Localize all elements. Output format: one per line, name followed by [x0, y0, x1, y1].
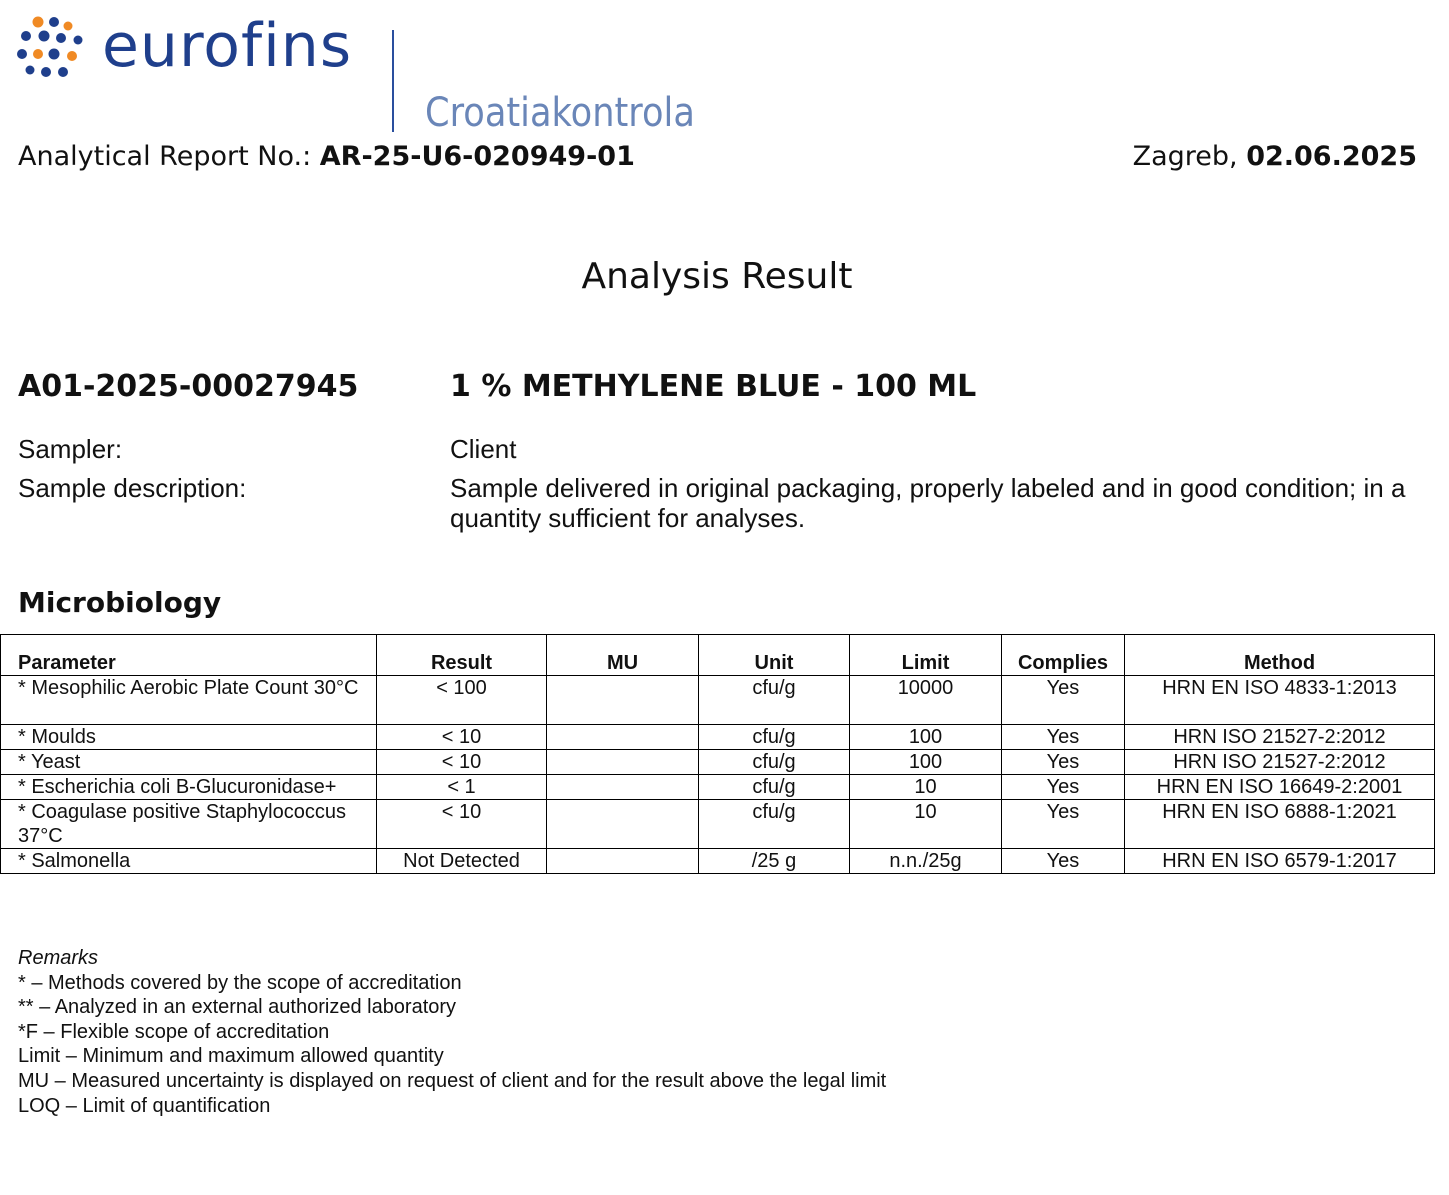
cell-mu	[547, 676, 699, 725]
header-parameter: Parameter	[1, 635, 377, 676]
cell-result: < 10	[377, 750, 547, 775]
header-method: Method	[1125, 635, 1435, 676]
cell-complies: Yes	[1002, 775, 1125, 800]
remark-line: Limit – Minimum and maximum allowed quantity	[18, 1045, 444, 1068]
sample-id: A01-2025-00027945	[18, 369, 359, 404]
cell-result: < 10	[377, 800, 547, 849]
report-city: Zagreb,	[1132, 141, 1247, 172]
cell-mu	[547, 800, 699, 849]
cell-unit: cfu/g	[699, 775, 850, 800]
header-mu: MU	[547, 635, 699, 676]
page-title: Analysis Result	[581, 256, 853, 297]
cell-limit: 100	[850, 750, 1002, 775]
cell-parameter: * Escherichia coli B-Glucuronidase+	[1, 775, 377, 800]
cell-parameter: * Yeast	[1, 750, 377, 775]
cell-unit: /25 g	[699, 849, 850, 874]
cell-mu	[547, 725, 699, 750]
brand-name: eurofins	[102, 11, 353, 81]
table-row	[1, 800, 1435, 849]
cell-limit: 10	[850, 775, 1002, 800]
cell-unit: cfu/g	[699, 725, 850, 750]
header-unit: Unit	[699, 635, 850, 676]
report-number: AR-25-U6-020949-01	[319, 141, 635, 172]
table-header-row	[1, 635, 1435, 676]
sample-name: 1 % METHYLENE BLUE - 100 ML	[450, 369, 977, 404]
cell-unit: cfu/g	[699, 676, 850, 725]
cell-limit: 10000	[850, 676, 1002, 725]
table-row	[1, 725, 1435, 750]
sample-description-label: Sample description:	[18, 473, 247, 503]
cell-result: < 100	[377, 676, 547, 725]
cell-method: HRN EN ISO 6579-1:2017	[1125, 849, 1435, 874]
cell-method: HRN EN ISO 16649-2:2001	[1125, 775, 1435, 800]
table-row	[1, 775, 1435, 800]
report-number-line	[18, 141, 635, 172]
cell-result: < 1	[377, 775, 547, 800]
subbrand-name: Croatiakontrola	[425, 90, 695, 136]
cell-method: HRN EN ISO 4833-1:2013	[1125, 676, 1435, 725]
report-date: 02.06.2025	[1246, 141, 1417, 172]
cell-mu	[547, 849, 699, 874]
cell-method: HRN ISO 21527-2:2012	[1125, 750, 1435, 775]
remark-line: MU – Measured uncertainty is displayed on request of client and for the result above the legal limit	[18, 1069, 887, 1092]
table-row	[1, 750, 1435, 775]
cell-unit: cfu/g	[699, 800, 850, 849]
report-label: Analytical Report No.:	[18, 141, 320, 172]
remarks	[18, 946, 886, 1118]
results-table	[0, 634, 1435, 874]
report-date-line	[1133, 141, 1417, 172]
cell-complies: Yes	[1002, 725, 1125, 750]
remark-line: *F – Flexible scope of accreditation	[18, 1020, 330, 1043]
cell-limit: 10	[850, 800, 1002, 849]
cell-mu	[547, 750, 699, 775]
cell-limit: n.n./25g	[850, 849, 1002, 874]
table-row	[1, 849, 1435, 874]
remark-line: ** – Analyzed in an external authorized laboratory	[18, 996, 457, 1019]
remark-line: * – Methods covered by the scope of accreditation	[18, 971, 462, 994]
cell-mu	[547, 775, 699, 800]
section-title: Microbiology	[18, 586, 222, 619]
header-limit: Limit	[850, 635, 1002, 676]
cell-method: HRN ISO 21527-2:2012	[1125, 725, 1435, 750]
cell-complies: Yes	[1002, 800, 1125, 849]
cell-complies: Yes	[1002, 849, 1125, 874]
sample-description-value: Sample delivered in original packaging, properly labeled and in good condition; in a quantity sufficient for analyses.	[450, 473, 1406, 533]
cell-limit: 100	[850, 725, 1002, 750]
cell-parameter: * Coagulase positive Staphylococcus 37°C	[1, 800, 377, 849]
cell-parameter: * Salmonella	[1, 849, 377, 874]
header-result: Result	[377, 635, 547, 676]
logo-divider	[392, 30, 394, 132]
sampler-value: Client	[450, 434, 517, 464]
cell-complies: Yes	[1002, 750, 1125, 775]
table-row	[1, 676, 1435, 725]
cell-result: < 10	[377, 725, 547, 750]
remarks-title: Remarks	[18, 947, 99, 969]
cell-result: Not Detected	[377, 849, 547, 874]
cell-parameter: * Mesophilic Aerobic Plate Count 30°C	[1, 676, 377, 725]
header-complies: Complies	[1002, 635, 1125, 676]
cell-unit: cfu/g	[699, 750, 850, 775]
remark-line: LOQ – Limit of quantification	[18, 1094, 271, 1117]
cell-method: HRN EN ISO 6888-1:2021	[1125, 800, 1435, 849]
cell-parameter: * Moulds	[1, 725, 377, 750]
eurofins-logo-icon	[16, 14, 88, 86]
cell-complies: Yes	[1002, 676, 1125, 725]
sampler-label: Sampler:	[18, 434, 123, 464]
